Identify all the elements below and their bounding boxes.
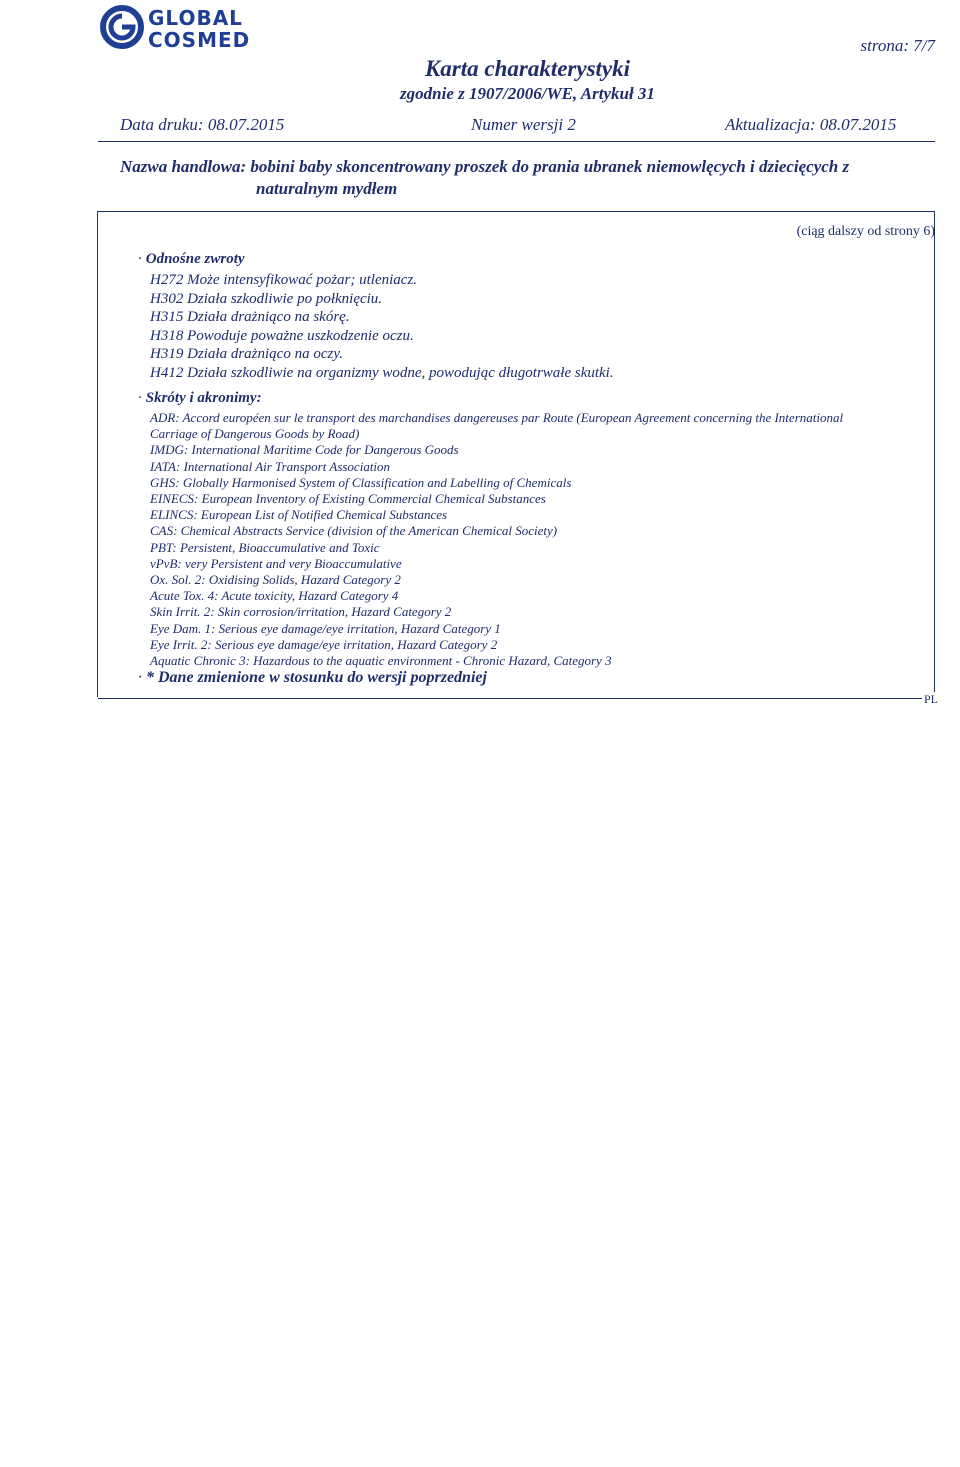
trade-name-line2: naturalnym mydłem	[256, 179, 398, 198]
version-number: Numer wersji 2	[471, 115, 576, 134]
language-code: PL	[923, 692, 938, 706]
trade-name-line1: Nazwa handlowa: bobini baby skoncentrowany proszek do prania ubranek niemowlęcych i dziecięcych z	[120, 157, 850, 176]
abbreviations-heading: · Skróty i akronimy:	[138, 390, 262, 406]
list-item: H272 Może intensyfikować pożar; utleniacz.	[150, 272, 418, 288]
list-item: Aquatic Chronic 3: Hazardous to the aquatic environment - Chronic Hazard, Category 3	[150, 653, 612, 669]
continued-note: (ciąg dalszy od strony 6)	[796, 224, 935, 239]
document-title: Karta charakterystyki	[424, 56, 631, 81]
changes-note: · * Dane zmienione w stosunku do wersji poprzedniej	[138, 669, 487, 686]
list-item: ADR: Accord européen sur le transport des marchandises dangereuses par Route (European Agreement concerning the International	[150, 410, 844, 425]
list-item: IMDG: International Maritime Code for Dangerous Goods	[150, 442, 459, 458]
logo-text-line2: COSMED	[148, 28, 251, 50]
list-item: vPvB: very Persistent and very Bioaccumulative	[150, 555, 402, 571]
list-item: Ox. Sol. 2: Oxidising Solids, Hazard Category 2	[150, 572, 401, 588]
list-item: H412 Działa szkodliwie na organizmy wodne, powodując długotrwałe skutki.	[150, 364, 614, 381]
footer-divider	[98, 698, 935, 699]
relevant-phrases-heading-text: Odnośne zwroty	[145, 251, 245, 267]
update-date: Aktualizacja: 08.07.2015	[725, 115, 897, 134]
list-item: H319 Działa drażniąco na oczy.	[150, 346, 343, 362]
logo-text-line1: GLOBAL	[148, 6, 243, 30]
list-item: H318 Powoduje poważne uszkodzenie oczu.	[150, 327, 414, 344]
relevant-phrases-heading: · Odnośne zwroty	[138, 251, 245, 267]
list-item: Eye Dam. 1: Serious eye damage/eye irritation, Hazard Category 1	[150, 620, 501, 636]
hazard-statement-list	[150, 271, 614, 382]
list-item: PBT: Persistent, Bioaccumulative and Toxic	[150, 539, 380, 555]
print-date: Data druku: 08.07.2015	[120, 115, 285, 134]
list-item: CAS: Chemical Abstracts Service (division of the American Chemical Society)	[150, 523, 558, 539]
list-item: H315 Działa drażniąco na skórę.	[150, 309, 350, 325]
list-item: Eye Irrit. 2: Serious eye damage/eye irritation, Hazard Category 2	[150, 636, 498, 652]
page-number: strona: 7/7	[860, 36, 935, 55]
trade-name	[120, 156, 920, 200]
list-item: Carriage of Dangerous Goods by Road)	[150, 426, 360, 442]
document-subtitle: zgodnie z 1907/2006/WE, Artykuł 31	[400, 84, 655, 103]
global-cosmed-logo	[100, 4, 294, 50]
logo-mark-icon	[103, 8, 141, 46]
list-item: Acute Tox. 4: Acute toxicity, Hazard Category 4	[150, 588, 399, 604]
abbreviations-heading-text: Skróty i akronimy:	[145, 390, 262, 406]
list-item: Skin Irrit. 2: Skin corrosion/irritation, Hazard Category 2	[150, 604, 452, 620]
list-item: IATA: International Air Transport Association	[150, 458, 391, 474]
list-item: GHS: Globally Harmonised System of Classification and Labelling of Chemicals	[150, 474, 572, 490]
changes-note-text: * Dane zmienione w stosunku do wersji poprzedniej	[146, 669, 487, 686]
header-divider	[98, 141, 935, 142]
list-item: ELINCS: European List of Notified Chemical Substances	[150, 507, 448, 523]
list-item: EINECS: European Inventory of Existing Commercial Chemical Substances	[150, 491, 546, 507]
abbreviations-list	[150, 410, 940, 669]
list-item: H302 Działa szkodliwie po połknięciu.	[150, 290, 383, 307]
